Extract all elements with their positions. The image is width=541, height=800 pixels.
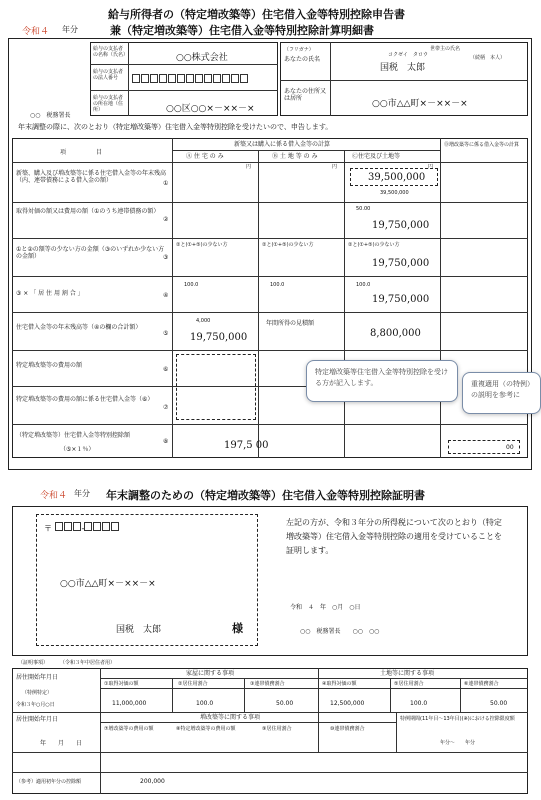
employee-name-value[interactable]: 国税 太郎 <box>380 63 426 73</box>
cert-honorific: 様 <box>232 622 243 635</box>
row1-a-unit: 円 <box>246 164 252 170</box>
row1-c-value: 39,500,000 <box>368 172 426 183</box>
payer-addr-label: 給与の支払者の所在地（住所） <box>93 95 124 113</box>
era-label: 令和４ <box>22 27 50 37</box>
payer-corp-no-label: 給与の支払者の法人番号 <box>93 69 124 81</box>
row4-b-pct: 100.0 <box>270 282 285 288</box>
home-ratio: 100.0 <box>196 700 214 707</box>
row1-cert-label: 居住開始年月日 <box>16 674 59 681</box>
col-d-header: Ⓓ増改築等に係る借入金等の計算 <box>444 142 520 148</box>
col6-head: ⑥連帯債務割合 <box>464 681 499 687</box>
cert-year-suffix: 年分 <box>74 489 90 498</box>
row1-label: 新築、購入及び増改築等に係る住宅借入金等の年末残高（内、連帯債務による借入金の額） <box>16 170 167 184</box>
row2-c-value: 19,750,000 <box>372 220 430 231</box>
row4-c-value: 19,750,000 <box>372 294 430 305</box>
employee-addr-label: あなたの住所又は居所 <box>284 88 327 102</box>
home-cost: 11,000,000 <box>112 700 147 707</box>
row1-no: ① <box>163 180 169 187</box>
row4-a-pct: 100.0 <box>184 282 199 288</box>
land-joint: 50.00 <box>490 700 508 707</box>
payer-name-value[interactable]: ○○株式会社 <box>176 53 228 63</box>
row5-no: ⑤ <box>163 330 169 337</box>
special-reno-input[interactable] <box>176 354 256 420</box>
row3-b-note: ②と(①+⑤)の少ない方 <box>262 242 314 248</box>
reno-c1: ⑦増改築等の費用の額 <box>104 726 154 732</box>
row2-label: 取得対価の額又は費用の額（①のうち連帯債務の額） <box>16 208 160 215</box>
special-label: 特例期間(11年目～13年目)(※)における控除限度額 <box>400 716 515 722</box>
callout-right: 重複適用（の特例）の説明を参考に <box>462 372 541 414</box>
bottom-value: 200,000 <box>140 778 165 785</box>
calc-table <box>12 138 528 458</box>
row6-no: ⑥ <box>163 366 169 373</box>
col4-head: ④取得対価の額 <box>322 681 357 687</box>
employee-furigana-value: コクゼイ タロウ <box>388 52 428 58</box>
row3-c-value: 19,750,000 <box>372 258 430 269</box>
col2-head: ②居住用割合 <box>178 681 208 687</box>
row2-no: ② <box>163 216 169 223</box>
intro-sentence: 年末調整の際に、次のとおり（特定増改築等）住宅借入金等特別控除を受けたいので、申告します。 <box>18 123 333 131</box>
bottom-label: （参考）適用初年分の控除額 <box>16 779 82 785</box>
payer-addr-value[interactable]: ○○区○○×－××－× <box>166 104 255 114</box>
householder-label: 世帯主の氏名 <box>430 46 461 52</box>
callout-left: 特定増改築等住宅借入金等特別控除を受ける方が記入します。 <box>306 360 458 402</box>
row7-label: 特定増改築等の費用の額に係る住宅借入金等（⑥） <box>16 396 154 403</box>
row1-c-sub: 39,500,000 <box>380 190 409 196</box>
row5-a-value: 19,750,000 <box>190 332 248 343</box>
row8-formula: （⑤×１％） <box>60 446 95 453</box>
row5-max: 4,000 <box>196 318 211 324</box>
cert-title: 年末調整のための（特定増改築等）住宅借入金等特別控除証明書 <box>106 489 425 502</box>
cert-postal-cells: 〒 - <box>44 522 120 534</box>
tax-office-label: ○○ 税務署長 <box>30 112 71 119</box>
row2-cert-date: 年 月 日 <box>40 740 83 747</box>
householder-value: （続柄 本人） <box>470 55 506 61</box>
row8-no: ⑧ <box>163 438 169 445</box>
reno-c3: ⑨居住用割合 <box>262 726 292 732</box>
employee-addr-value[interactable]: ○○市△△町×－××－× <box>372 99 468 109</box>
row8-label: （特定増改築等）住宅借入金等特別控除額 <box>16 432 131 439</box>
cert-name: 国税 太郎 <box>116 625 162 635</box>
row5-mid-label: 年間所得の見積額 <box>266 320 315 327</box>
row4-label: ③ × 「 居 住 用 割 合 」 <box>16 290 84 297</box>
year-suffix: 年分 <box>62 25 78 34</box>
row4-no: ④ <box>163 292 169 299</box>
proof-label: （証明事項） <box>18 660 49 666</box>
row5-mid-value: 8,800,000 <box>370 328 421 339</box>
row2-c-pct: 50.00 <box>356 206 371 212</box>
cert-era: 令和４ <box>40 491 68 501</box>
form-title-line1: 給与所得者の（特定増改築等）住宅借入金等特別控除申告書 <box>108 8 405 21</box>
col-a-header: Ⓐ 住 宅 の み <box>186 153 224 160</box>
payer-name-label: 給与の支払者の名称（氏名） <box>93 46 129 58</box>
reno-c4: ⑩連帯債務割合 <box>330 726 365 732</box>
reno-c2: ⑧特定増改築等の費用の額 <box>176 726 236 732</box>
row3-a-note: ②と(①+⑤)の少ない方 <box>176 242 228 248</box>
land-cost: 12,500,000 <box>330 700 365 707</box>
row3-no: ③ <box>163 254 169 261</box>
special-sub: 年分～ 年分 <box>440 740 476 746</box>
land-head: 土地等に関する事項 <box>380 670 435 677</box>
row8-d-last: 00 <box>506 444 514 451</box>
cert-date: 令和 ４ 年 ○月 ○日 <box>290 604 361 611</box>
row4-c-pct: 100.0 <box>356 282 371 288</box>
row1-cert-sub: （特例特定） <box>22 690 53 696</box>
home-joint: 50.00 <box>276 700 294 707</box>
col5-head: ⑤居住用割合 <box>394 681 424 687</box>
col1-head: ①取得対価の額 <box>104 681 139 687</box>
row5-label: 住宅借入金等の年末残高等（④の欄の合計額） <box>16 324 142 331</box>
furigana-label: （フリガナ） <box>284 47 314 53</box>
col-group-header: 新築又は購入に係る借入金等の計算 <box>234 141 331 148</box>
row7-no: ⑦ <box>163 404 169 411</box>
cert-issuer: ○○ 税務署長 ○○ ○○ <box>300 628 380 635</box>
row3-label: ①と②の額等の少ない方の金額（③のいずれか少ない方の金額） <box>16 246 165 260</box>
col-b-header: Ⓑ 土 地 等 の み <box>272 153 318 160</box>
land-ratio: 100.0 <box>410 700 428 707</box>
employee-name-label: あなたの氏名 <box>284 56 321 63</box>
col-c-header: Ⓒ住宅及び土地等 <box>352 153 401 160</box>
reno-head: 増改築等に関する事項 <box>200 714 261 721</box>
row3-c-note: ②と(①+⑤)の少ない方 <box>348 242 400 248</box>
cert-statement: 左記の方が、令和３年分の所得税について次のとおり（特定増改築等）住宅借入金等特別控除の適用を受けていることを証明します。 <box>286 518 502 555</box>
row2-cert-label: 居住開始年月日 <box>16 716 59 723</box>
row1-cert-date: 令和３年○月○日 <box>16 702 55 708</box>
home-head: 家屋に関する事項 <box>186 670 235 677</box>
proof-sub: （令和３年中居住者用） <box>60 660 116 666</box>
col-item-header: 項 目 <box>60 149 103 156</box>
row8-deduction: 197,5 00 <box>224 440 269 451</box>
row1-b-unit: 円 <box>332 164 338 170</box>
col3-head: ③連帯債務割合 <box>250 681 285 687</box>
row6-label: 特定増改築等の費用の額 <box>16 362 83 369</box>
payer-corp-no-cells[interactable] <box>132 68 249 87</box>
form-title-line2: 兼（特定増改築等）住宅借入金等特別控除計算明細書 <box>110 24 374 37</box>
row1-c-unit: 円 <box>428 164 434 170</box>
cert-address: ○○市△△町×－××－× <box>60 579 156 589</box>
